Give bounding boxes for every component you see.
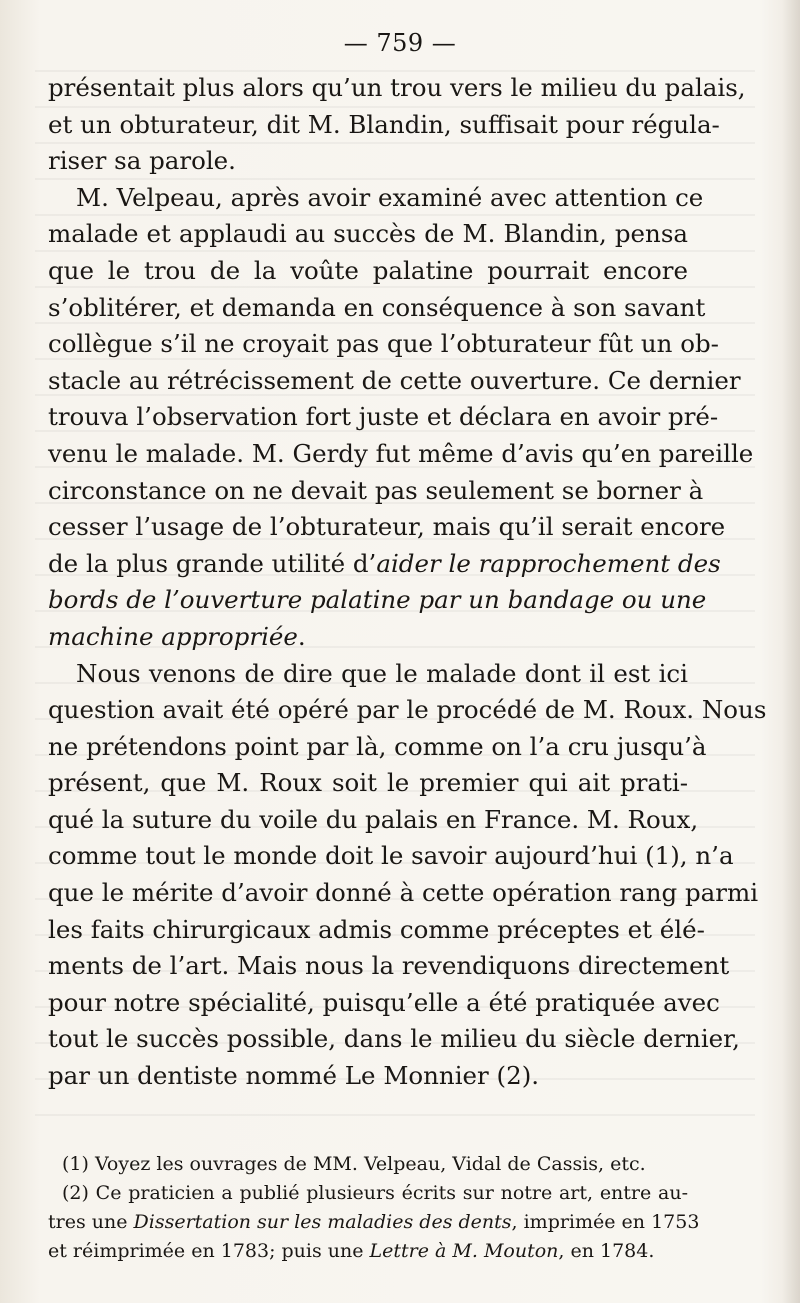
paragraph-3-line: comme tout le monde doit le savoir aujourd’hui (1), n’a — [48, 841, 734, 871]
footnote-2-line — [48, 1208, 700, 1237]
roman-text: de la plus grande utilité d’ — [48, 548, 377, 578]
paragraph-2-italic-line: bords de l’ouverture palatine par un bandage ou une — [48, 585, 707, 615]
roman-text: tres une — [48, 1211, 134, 1233]
paragraph-2-line: collègue s’il ne croyait pas que l’obturateur fût un ob- — [48, 329, 719, 359]
roman-text: , imprimée en 1753 — [511, 1211, 700, 1233]
paragraph-2-line: venu le malade. M. Gerdy fut même d’avis qu’en pareille — [48, 438, 754, 468]
paragraph-2-line: circonstance on ne devait pas seulement se borner à — [48, 475, 704, 505]
paragraph-2-line: que le trou de la voûte palatine pourrait encore — [48, 255, 688, 285]
paragraph-2-line: stacle au rétrécissement de cette ouverture. Ce dernier — [48, 365, 741, 395]
paragraph-2-mixed-line — [48, 546, 721, 583]
paragraph-3-line: question avait été opéré par le procédé de M. Roux. Nous — [48, 695, 767, 725]
italic-title: Dissertation sur les maladies des dents — [133, 1211, 512, 1233]
paragraph-2-line: M. Velpeau, après avoir examiné avec attention ce — [76, 182, 704, 212]
paragraph-3-line: pour notre spécialité, puisqu’elle a été pratiquée avec — [48, 987, 720, 1017]
paragraph-1-line: présentait plus alors qu’un trou vers le milieu du palais, — [48, 73, 746, 102]
italic-text: machine appropriée — [48, 621, 298, 651]
paragraph-1-line: et un obturateur, dit M. Blandin, suffisait pour régula- — [48, 109, 720, 139]
footnotes — [48, 1150, 700, 1266]
paragraph-3-line: présent, que M. Roux soit le premier qui ait prati- — [48, 768, 688, 798]
paragraph-3-line: ne prétendons point par là, comme on l’a cru jusqu’à — [48, 731, 707, 761]
italic-text: aider le rapprochement des — [376, 548, 721, 578]
roman-text: et réimprimée en 1783; puis une — [48, 1240, 370, 1262]
paragraph-1-line: riser sa parole. — [48, 146, 236, 176]
paragraph-2-line: trouva l’observation fort juste et déclara en avoir pré- — [48, 402, 719, 432]
footnote-1: (1) Voyez les ouvrages de MM. Velpeau, Vidal de Cassis, etc. — [62, 1153, 646, 1175]
italic-title: Lettre à M. Mouton — [369, 1240, 559, 1262]
paragraph-3-line: par un dentiste nommé Le Monnier (2). — [48, 1061, 540, 1091]
paragraph-2-line: malade et applaudi au succès de M. Blandin, pensa — [48, 219, 688, 249]
paragraph-3-line: les faits chirurgicaux admis comme préceptes et élé- — [48, 914, 705, 944]
roman-text: , en 1784. — [558, 1240, 655, 1262]
body-text — [48, 70, 767, 1095]
paragraph-2-line: cesser l’usage de l’obturateur, mais qu’il serait encore — [48, 512, 726, 542]
roman-text: . — [297, 621, 306, 651]
page-edge-shadow — [782, 0, 800, 1303]
paragraph-3-line: que le mérite d’avoir donné à cette opération rang parmi — [48, 878, 759, 908]
footnote-2-line — [48, 1237, 688, 1266]
paragraph-2-italic-end-line — [48, 619, 688, 656]
page-number: — 759 — — [343, 29, 457, 57]
paragraph-3-line: Nous venons de dire que le malade dont il est ici — [76, 658, 688, 688]
paragraph-3-line: qué la suture du voile du palais en France. M. Roux, — [48, 804, 699, 834]
footnote-2-line: (2) Ce praticien a publié plusieurs écrits sur notre art, entre au- — [62, 1182, 688, 1204]
paragraph-2-line: s’oblitérer, et demanda en conséquence à son savant — [48, 292, 706, 322]
paragraph-3-line: tout le succès possible, dans le milieu du siècle dernier, — [48, 1024, 740, 1054]
paragraph-3-line: ments de l’art. Mais nous la revendiquons directement — [48, 951, 730, 981]
